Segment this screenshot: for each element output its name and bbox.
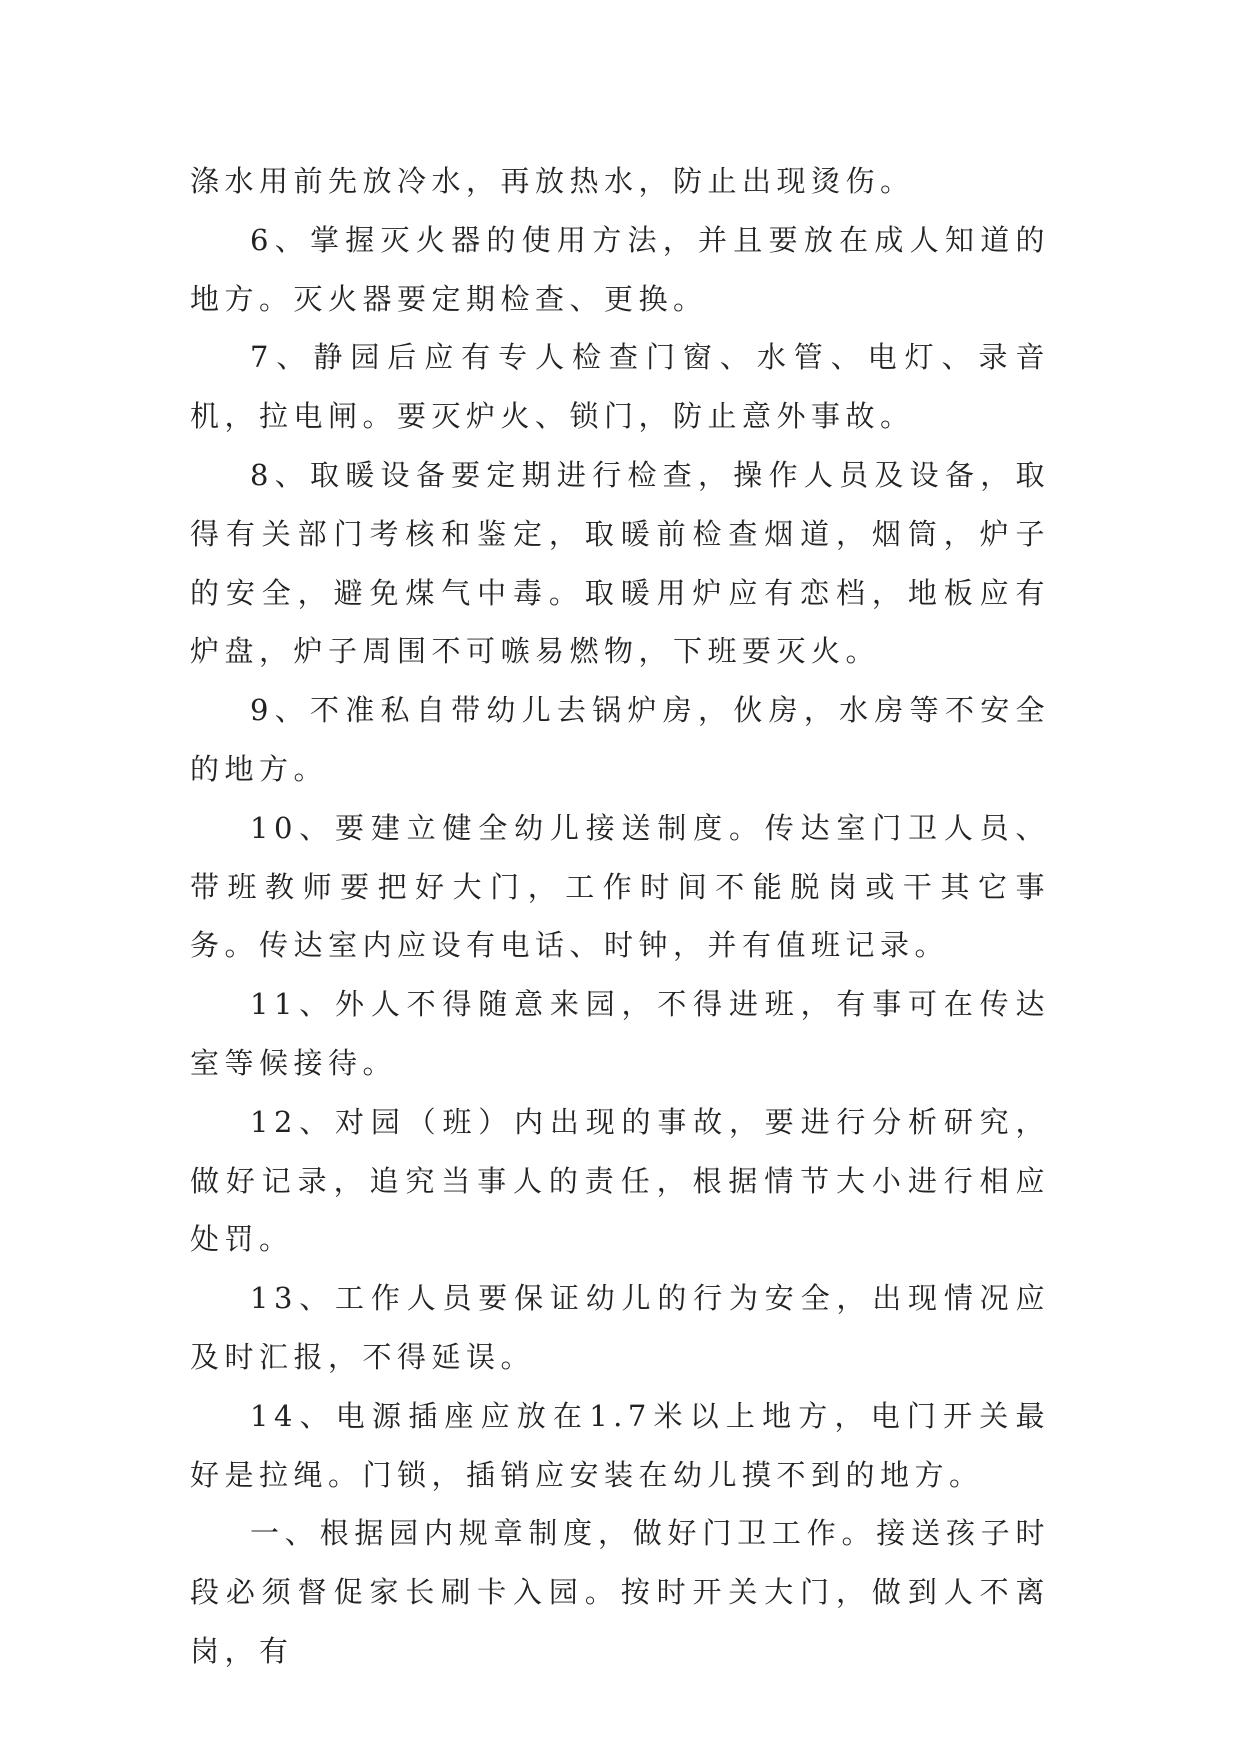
paragraph-item-7: 7、静园后应有专人检查门窗、水管、电灯、录音机，拉电闸。要灭炉火、锁门，防止意外事故。: [190, 340, 1050, 434]
paragraph-item-6: 6、掌握灭火器的使用方法，并且要放在成人知道的地方。灭火器要定期检查、更换。: [190, 222, 1050, 316]
paragraph-continuation: 涤水用前先放冷水，再放热水，防止出现烫伤。: [190, 164, 915, 198]
paragraph-item-13: 13、工作人员要保证幼儿的行为安全，出现情况应及时汇报，不得延误。: [190, 1281, 1050, 1374]
paragraph-section-one: 一、根据园内规章制度，做好门卫工作。接送孩子时段必须督促家长刷卡入园。按时开关大门，做到人不离岗，有: [190, 1516, 1050, 1668]
paragraph-item-12: 12、对园（班）内出现的事故，要进行分析研究，做好记录，追究当事人的责任，根据情节大小进行相应处罚。: [190, 1104, 1050, 1257]
paragraph-item-8: 8、取暖设备要定期进行检查，操作人员及设备，取得有关部门考核和鉴定，取暖前检查烟道，烟筒，炉子的安全，避免煤气中毒。取暖用炉应有恋档，地板应有炉盘，炉子周围不可嗾易燃物，下班要灭火。: [190, 457, 1050, 669]
paragraph-item-14: 14、电源插座应放在1.7米以上地方，电门开关最好是拉绳。门锁，插销应安装在幼儿摸不到的地方。: [190, 1398, 1050, 1492]
paragraph-item-11: 11、外人不得随意来园，不得进班，有事可在传达室等候接待。: [190, 987, 1050, 1080]
paragraph-item-9: 9、不准私自带幼儿去锅炉房，伙房，水房等不安全的地方。: [190, 693, 1050, 786]
document-body: [190, 152, 1050, 1681]
paragraph-item-10: 10、要建立健全幼儿接送制度。传达室门卫人员、带班教师要把好大门，工作时间不能脱岗或干其它事务。传达室内应设有电话、时钟，并有值班记录。: [190, 810, 1050, 963]
